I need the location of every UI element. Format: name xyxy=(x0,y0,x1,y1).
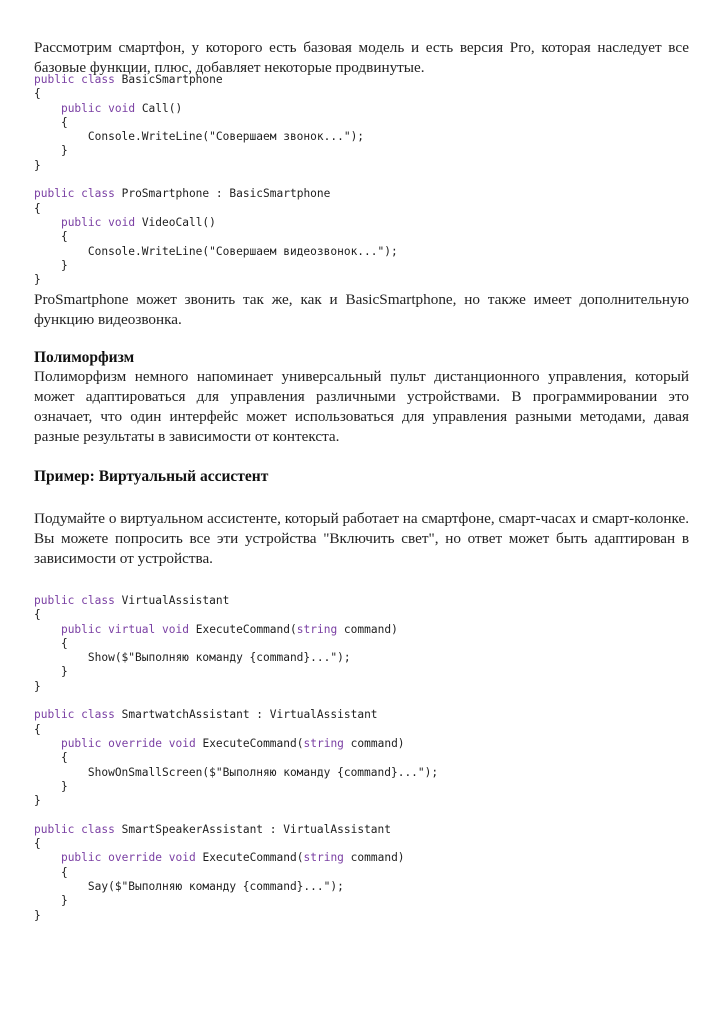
code-text: { xyxy=(34,608,41,622)
code-text: ExecuteCommand( xyxy=(195,851,304,865)
code-text xyxy=(34,216,61,229)
example-paragraph: Подумайте о виртуальном ассистенте, который работает на смартфоне, смарт-часах и смарт-колонке. Вы можете попросить все эти устройства "Включить свет", но ответ может быть адаптирован в зависимости от устройства. xyxy=(34,510,689,567)
code-line xyxy=(34,273,41,286)
code-keyword: public xyxy=(34,822,75,836)
code-keyword: public xyxy=(60,215,102,229)
code-keyword: class xyxy=(81,708,115,722)
code-line xyxy=(34,651,351,664)
code-text xyxy=(34,851,61,864)
polymorphism-paragraph: Полиморфизм немного напоминает универсальный пульт дистанционного управления, который может адаптироваться для управления различными устройствами. В программировании это означает, что один интерфейс может использоваться для управления разными методами, давая разные результаты в зависимости от контекста. xyxy=(34,368,689,445)
code-text xyxy=(34,737,61,750)
code-line xyxy=(34,144,68,157)
code-text xyxy=(34,623,61,636)
code-text: BasicSmartphone xyxy=(114,73,223,86)
code-keyword: virtual xyxy=(108,622,156,636)
code-line xyxy=(34,623,398,636)
code-text: } xyxy=(34,665,68,679)
code-text: { xyxy=(34,837,41,851)
code-text: } xyxy=(34,908,41,922)
code-line xyxy=(34,780,68,793)
code-text: { xyxy=(34,751,68,765)
code-text: ExecuteCommand( xyxy=(188,622,297,636)
code-text: { xyxy=(34,87,41,101)
code-keyword: class xyxy=(81,73,115,86)
code-text: } xyxy=(34,273,41,287)
code-text: { xyxy=(34,722,41,736)
code-line xyxy=(34,880,344,893)
code-line xyxy=(34,230,68,243)
code-line xyxy=(34,259,68,272)
code-line xyxy=(34,737,405,750)
code-keyword: class xyxy=(81,594,115,607)
code-line xyxy=(34,116,68,129)
code-keyword: public xyxy=(60,851,102,865)
after-code-paragraph: ProSmartphone может звонить так же, как и BasicSmartphone, но также имеет дополнительную функцию видеозвонка. xyxy=(34,291,689,328)
code-text: } xyxy=(34,679,41,693)
code-keyword: void xyxy=(108,215,136,229)
code-line xyxy=(34,766,438,779)
example-heading: Пример: Виртуальный ассистент xyxy=(34,468,269,485)
code-text: } xyxy=(34,794,41,808)
code-keyword: string xyxy=(303,736,344,750)
code-text: SmartwatchAssistant : VirtualAssistant xyxy=(114,708,378,722)
code-keyword: public xyxy=(60,622,102,636)
code-text: } xyxy=(34,894,68,908)
code-keyword: class xyxy=(81,822,115,836)
code-keyword: public xyxy=(60,736,102,750)
code-line xyxy=(34,837,41,850)
code-text: VideoCall() xyxy=(135,215,216,229)
code-keyword: string xyxy=(296,622,338,636)
code-line xyxy=(34,866,68,879)
code-keyword: void xyxy=(108,101,136,115)
code-text xyxy=(162,737,169,750)
code-keyword: void xyxy=(162,622,189,636)
code-text: { xyxy=(34,115,68,129)
code-line xyxy=(34,794,41,807)
code-text: } xyxy=(34,144,68,158)
code-text: command) xyxy=(337,622,398,636)
code-line xyxy=(34,73,223,86)
code-line xyxy=(34,708,378,721)
code-text: ProSmartphone : BasicSmartphone xyxy=(114,187,331,201)
code-keyword: override xyxy=(108,736,163,750)
code-line xyxy=(34,102,182,115)
code-line xyxy=(34,216,216,229)
code-line xyxy=(34,594,229,607)
code-line xyxy=(34,159,41,172)
code-text: Say($"Выполняю команду {command}..."); xyxy=(34,879,344,893)
code-keyword: public xyxy=(60,101,102,115)
code-block-smartphone xyxy=(34,73,398,287)
code-line xyxy=(34,245,398,258)
code-text: VirtualAssistant xyxy=(114,594,230,607)
code-text: } xyxy=(34,258,68,272)
code-text: ExecuteCommand( xyxy=(195,736,304,750)
code-text: command) xyxy=(343,736,405,750)
code-block-virtual-assistant xyxy=(34,594,438,923)
code-line xyxy=(34,187,330,200)
code-line xyxy=(34,851,405,864)
code-text: Console.WriteLine("Совершаем звонок..."); xyxy=(34,130,365,144)
code-text: { xyxy=(34,201,41,215)
code-line xyxy=(34,680,41,693)
code-line xyxy=(34,823,391,836)
code-keyword: class xyxy=(81,187,115,201)
code-keyword: public xyxy=(34,594,75,607)
code-text: SmartSpeakerAssistant : VirtualAssistant xyxy=(114,822,392,836)
code-text: { xyxy=(34,865,68,879)
code-text: Call() xyxy=(135,101,183,115)
code-line xyxy=(34,751,68,764)
code-text: } xyxy=(34,158,41,172)
code-line xyxy=(34,665,68,678)
code-text: Show($"Выполняю команду {command}..."); xyxy=(34,651,351,665)
code-keyword: override xyxy=(108,851,163,865)
code-line xyxy=(34,909,41,922)
code-text: { xyxy=(34,230,68,244)
code-keyword: void xyxy=(168,736,196,750)
code-text: } xyxy=(34,779,68,793)
code-keyword: public xyxy=(34,73,75,86)
code-text: { xyxy=(34,636,68,650)
code-keyword: public xyxy=(34,187,75,201)
code-keyword: string xyxy=(303,851,344,865)
code-text xyxy=(162,851,169,864)
code-line xyxy=(34,87,41,100)
code-line xyxy=(34,202,41,215)
polymorphism-heading: Полиморфизм xyxy=(34,349,135,366)
code-line xyxy=(34,608,41,621)
code-text xyxy=(34,102,61,115)
code-keyword: void xyxy=(168,851,196,865)
intro-paragraph: Рассмотрим смартфон, у которого есть базовая модель и есть версия Pro, которая наследует все базовые функции, плюс, добавляет некоторые продвинутые. xyxy=(34,39,689,76)
code-line xyxy=(34,130,364,143)
code-keyword: public xyxy=(34,708,75,722)
code-text: ShowOnSmallScreen($"Выполняю команду {command}..."); xyxy=(34,765,439,779)
code-line xyxy=(34,723,41,736)
code-line xyxy=(34,894,68,907)
code-line xyxy=(34,637,68,650)
code-text: command) xyxy=(343,851,405,865)
code-text: Console.WriteLine("Совершаем видеозвонок..."); xyxy=(34,244,398,258)
